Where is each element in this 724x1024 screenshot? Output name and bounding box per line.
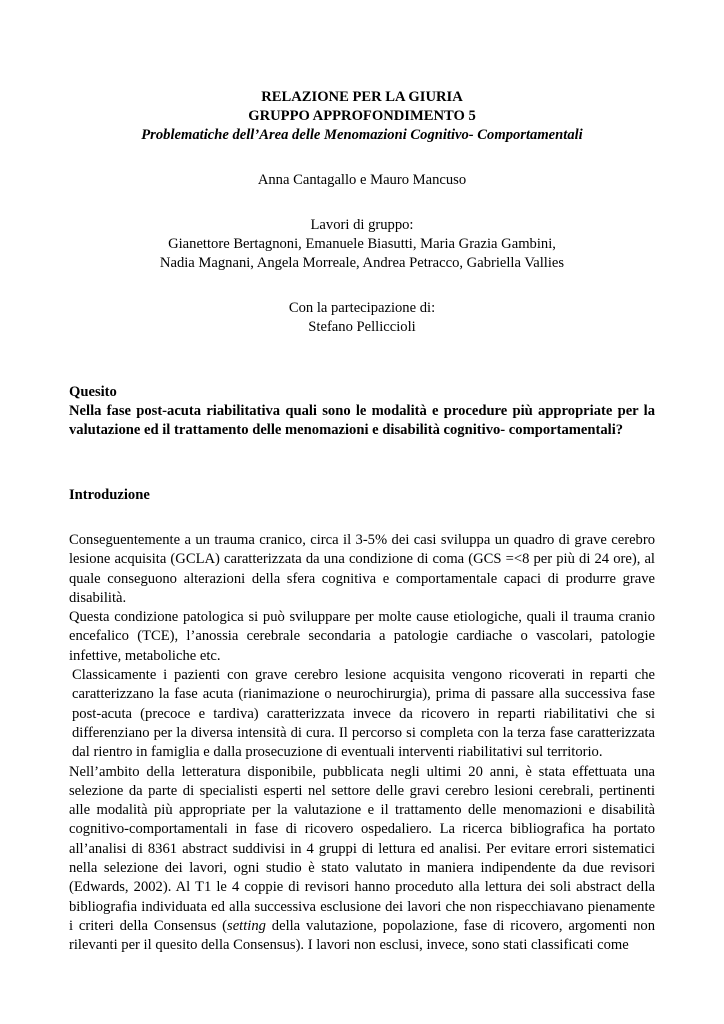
intro-paragraph-4-italic: setting xyxy=(227,917,266,934)
document-title-line2: GRUPPO APPROFONDIMENTO 5 xyxy=(248,108,476,124)
workgroup-members-line1: Gianettore Bertagnoni, Emanuele Biasutti, Maria Grazia Gambini, xyxy=(168,236,556,252)
participation-label: Con la partecipazione di: xyxy=(288,300,436,316)
intro-paragraph-4-part2: della valutazione, popolazione, fase di ricovero, argomenti non rilevanti per il quesito della Consensus). I lavori non esclusi, invece, sono stati classificati come xyxy=(69,917,655,954)
quesito-heading: Quesito xyxy=(69,384,117,400)
intro-paragraph-2: Questa condizione patologica si può sviluppare per molte cause etiologiche, quali il trauma cranio encefalico (TCE), l’anossia cerebrale secondaria a patologie cardiache o vascolari, patologie infettive, metaboliche etc. xyxy=(69,609,655,664)
intro-paragraph-4-part1: Nell’ambito della letteratura disponibile, pubblicata negli ultimi 20 anni, è stata effettuata una selezione da parte di specialisti esperti nel settore delle gravi cerebro lesioni cerebrali, pertinenti alle modalità più appropriate per la valutazione e il trattamento delle menomazioni e disabilità cognitivo-comportamentali in fase di ricovero ospedaliero. La ricerca bibliografica ha portato all’analisi di 8361 abstract suddivisi in 4 gruppi di lettura ed analisi. Per evitare errori sistematici nella selezione dei lavori, ogni studio è stato valutato in maniera indipendente da due revisori (Edwards, 2002). Al T1 le 4 coppie di revisori hanno proceduto alla lettura dei soli abstract della bibliografia individuata ed alla successiva esclusione dei lavori che non rispecchiavano pienamente i criteri della Consensus ( xyxy=(69,763,655,934)
introduzione-heading: Introduzione xyxy=(69,487,150,503)
intro-paragraph-1: Conseguentemente a un trauma cranico, circa il 3-5% dei casi sviluppa un quadro di grave cerebro lesione acquisita (GCLA) caratterizzata da una condizione di coma (GCS =<8 per più di 24 ore), al quale conseguono alterazioni della sfera cognitiva e comportamentale capaci di produrre grave disabilità. xyxy=(69,532,655,606)
participation-name: Stefano Pelliccioli xyxy=(308,319,416,335)
document-subtitle: Problematiche dell’Area delle Menomazioni Cognitivo- Comportamentali xyxy=(141,127,583,143)
document-title-line1: RELAZIONE PER LA GIURIA xyxy=(261,89,463,105)
authors: Anna Cantagallo e Mauro Mancuso xyxy=(257,172,467,188)
intro-paragraph-4 xyxy=(69,763,655,956)
quesito-text: Nella fase post-acuta riabilitativa quali sono le modalità e procedure più appropriate per la valutazione ed il trattamento delle menomazioni e disabilità cognitivo- comportamentali? xyxy=(69,403,655,438)
intro-paragraph-3: Classicamente i pazienti con grave cerebro lesione acquisita vengono ricoverati in reparti che caratterizzano la fase acuta (rianimazione o neurochirurgia), prima di passare alla successiva fase post-acuta (precoce e tardiva) caratterizzata invece da ricovero in reparti riabilitativi che si differenziano per la diversa intensità di cura. Il percorso si completa con la terza fase caratterizzata dal rientro in famiglia e dalla prosecuzione di eventuali interventi riabilitativi sul territorio. xyxy=(72,667,655,761)
workgroup-label: Lavori di gruppo: xyxy=(310,217,414,233)
workgroup-members-line2: Nadia Magnani, Angela Morreale, Andrea Petracco, Gabriella Vallies xyxy=(159,255,565,271)
